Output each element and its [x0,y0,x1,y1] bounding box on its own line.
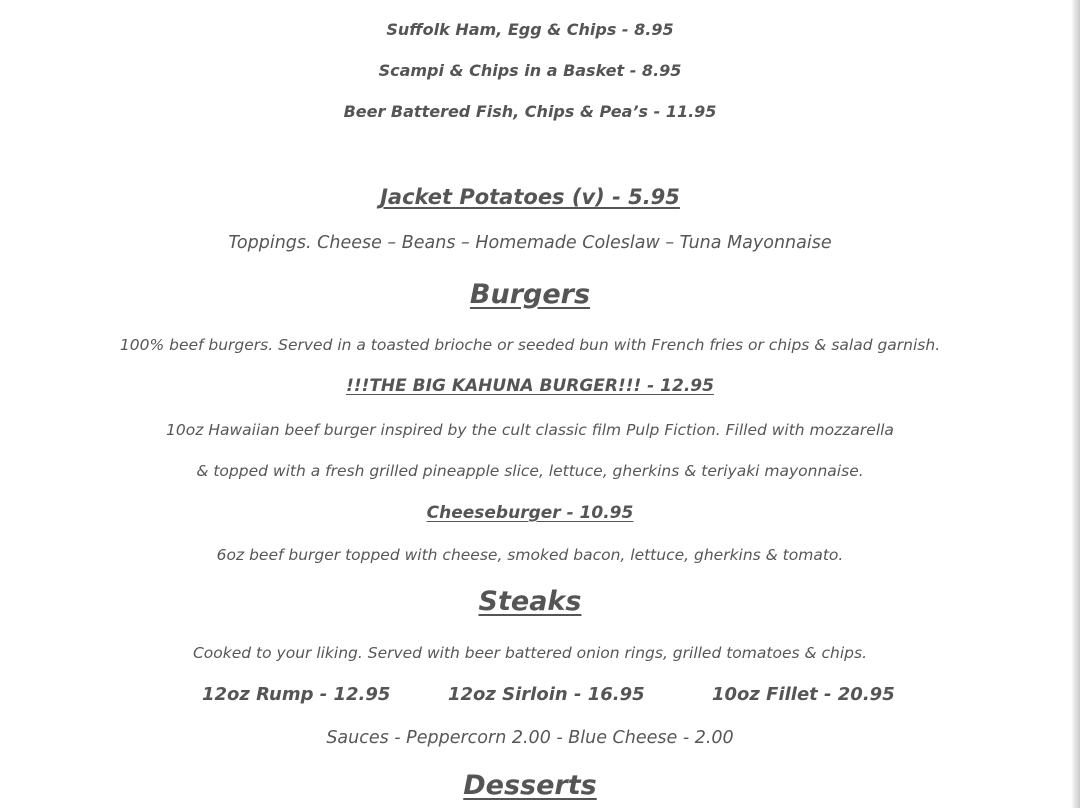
cheeseburger-title: Cheeseburger - 10.95 [426,503,634,523]
jacket-toppings: Toppings. Cheese – Beans – Homemade Coleslaw – Tuna Mayonnaise [228,233,832,253]
burgers-intro: 100% beef burgers. Served in a toasted brioche or seeded bun with French fries or chips & salad garnish. [119,336,941,354]
big-kahuna-desc-line-1: 10oz Hawaiian beef burger inspired by the cult classic film Pulp Fiction. Filled with mozzarella [166,421,894,439]
cheeseburger-desc: 6oz beef burger topped with cheese, smoked bacon, lettuce, gherkins & tomato. [216,546,844,564]
sauces-line: Sauces - Peppercorn 2.00 - Blue Cheese - 2.00 [326,728,734,748]
big-kahuna-title: !!!THE BIG KAHUNA BURGER!!! - 12.95 [346,376,714,396]
steak-rump: 12oz Rump - 12.95 [202,684,391,705]
burgers-heading: Burgers [469,279,591,310]
page-edge-shadow [1071,0,1080,808]
menu-item-fish-chips: Beer Battered Fish, Chips & Pea’s - 11.95 [343,102,717,121]
steak-sirloin: 12oz Sirloin - 16.95 [448,684,645,705]
desserts-heading: Desserts [463,770,597,801]
steaks-heading: Steaks [478,586,582,617]
steak-fillet: 10oz Fillet - 20.95 [712,684,895,705]
jacket-potatoes-title: Jacket Potatoes (v) - 5.95 [380,185,680,209]
menu-item-scampi: Scampi & Chips in a Basket - 8.95 [378,61,682,80]
steaks-intro: Cooked to your liking. Served with beer battered onion rings, grilled tomatoes & chips. [192,644,867,662]
menu-item-suffolk-ham: Suffolk Ham, Egg & Chips - 8.95 [386,20,674,39]
big-kahuna-desc-line-2: & topped with a fresh grilled pineapple slice, lettuce, gherkins & teriyaki mayonnaise. [196,462,864,480]
